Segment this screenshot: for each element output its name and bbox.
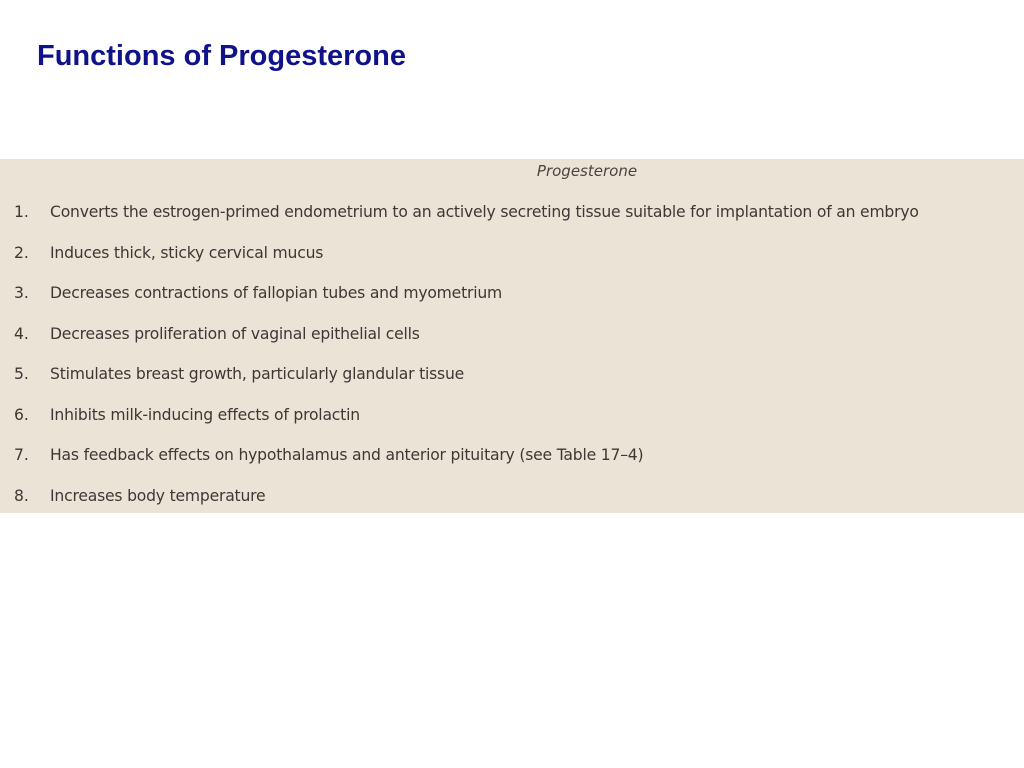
item-text: Decreases proliferation of vaginal epithelial cells [50, 324, 420, 343]
item-text: Converts the estrogen-primed endometrium to an actively secreting tissue suitable for implantation of an embryo [50, 203, 919, 221]
slide-title: Functions of Progesterone [37, 40, 406, 72]
item-number: 4. [14, 324, 29, 343]
item-number: 1. [14, 203, 29, 221]
item-number: 5. [14, 365, 29, 383]
item-text: Has feedback effects on hypothalamus and anterior pituitary (see Table 17–4) [50, 446, 644, 464]
item-number: 7. [14, 446, 29, 464]
list-item [0, 435, 1024, 476]
list-item [0, 354, 1024, 395]
item-text: Inhibits milk-inducing effects of prolactin [50, 405, 360, 424]
item-number: 8. [14, 486, 29, 505]
item-number: 3. [14, 284, 29, 302]
item-text: Decreases contractions of fallopian tubes and myometrium [50, 284, 502, 302]
list-item [0, 233, 1024, 274]
progesterone-table [0, 159, 1024, 513]
item-number: 2. [14, 243, 29, 262]
list-item [0, 476, 1024, 514]
item-text: Increases body temperature [50, 486, 266, 505]
list-item [0, 395, 1024, 436]
item-text: Induces thick, sticky cervical mucus [50, 243, 324, 262]
item-number: 6. [14, 405, 29, 424]
list-item [0, 192, 1024, 233]
table-heading: Progesterone [536, 162, 638, 180]
list-item [0, 314, 1024, 355]
function-list [0, 192, 1024, 513]
list-item [0, 273, 1024, 314]
item-text: Stimulates breast growth, particularly glandular tissue [50, 365, 465, 383]
